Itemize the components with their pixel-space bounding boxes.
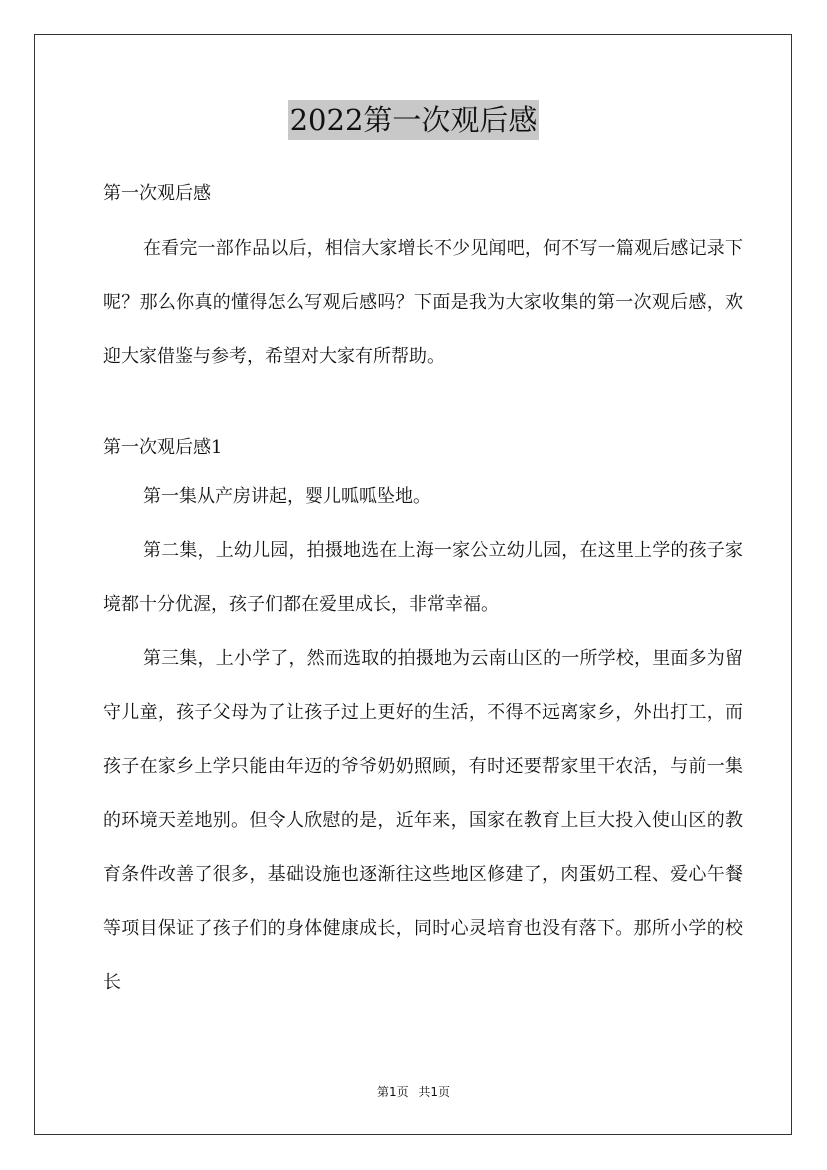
section1-heading: 第一次观后感1: [103, 437, 223, 458]
intro-paragraph: 在看完一部作品以后，相信大家增长不少见闻吧，何不写一篇观后感记录下呢？那么你真的懂得怎么写观后感吗？下面是我为大家收集的第一次观后感，欢迎大家借鉴与参考，希望对大家有所帮助。: [103, 238, 743, 367]
section1-paragraph-3: 第三集，上小学了，然而选取的拍摄地为云南山区的一所学校，里面多为留守儿童，孩子父母为了让孩子过上更好的生活，不得不远离家乡，外出打工，而孩子在家乡上学只能由年迈的爷爷奶奶照顾，有时还要帮家里干农活，与前一集的环境天差地别。但令人欣慰的是，近年来，国家在教育上巨大投入使山区的教育条件改善了很多，基础设施也逐渐往这些地区修建了，肉蛋奶工程、爱心午餐等项目保证了孩子们的身体健康成长，同时心灵培育也没有落下。那所小学的校长: [103, 648, 743, 993]
section1-paragraph-2: 第二集，上幼儿园，拍摄地选在上海一家公立幼儿园，在这里上学的孩子家境都十分优渥，孩子们都在爱里成长，非常幸福。: [103, 540, 743, 615]
page-footer: [0, 1083, 827, 1101]
page-number-current: 第1页: [376, 1085, 409, 1099]
intro-heading: 第一次观后感: [103, 183, 211, 204]
title-area: [0, 100, 827, 140]
spacer: [103, 384, 743, 418]
page-number-total: 共1页: [418, 1085, 451, 1099]
document-body: [103, 174, 743, 1010]
section1-paragraph-1: 第一集从产房讲起，婴儿呱呱坠地。: [143, 486, 431, 507]
document-title: 2022第一次观后感: [288, 100, 540, 140]
